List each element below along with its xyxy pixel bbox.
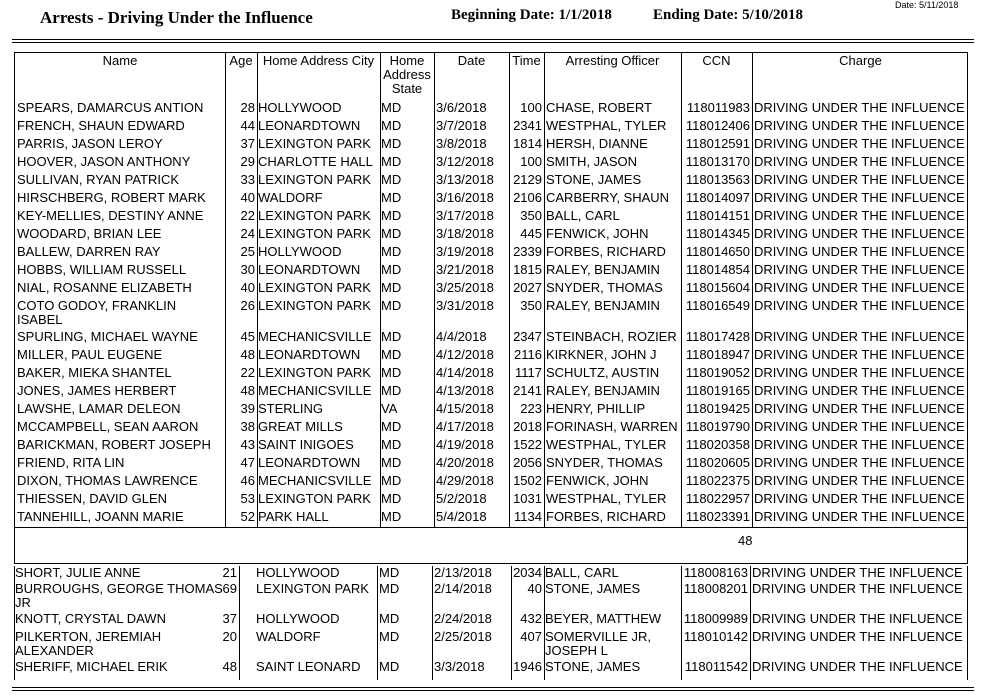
- cell-ccn: 118013170: [685, 154, 750, 169]
- cell-age: 48: [240, 347, 255, 362]
- cell-charge: DRIVING UNDER THE INFLUENCE: [754, 473, 965, 488]
- cell-state: MD: [381, 491, 402, 506]
- header-officer: Arresting Officer: [565, 53, 660, 68]
- cell-officer: SOMERVILLE JR, JOSEPH L: [545, 629, 651, 658]
- cell-state: MD: [381, 262, 402, 277]
- cell-name: BURROUGHS, GEORGE THOMAS JR: [15, 581, 223, 610]
- cell-state: MD: [381, 437, 402, 452]
- cell-state: MD: [381, 298, 402, 313]
- cell-state: MD: [381, 190, 402, 205]
- cell-age: 29: [240, 154, 255, 169]
- cell-name: SPURLING, MICHAEL WAYNE: [17, 329, 198, 344]
- cell-charge: DRIVING UNDER THE INFLUENCE: [754, 347, 965, 362]
- cell-charge: DRIVING UNDER THE INFLUENCE: [754, 491, 965, 506]
- cell-date: 5/2/2018: [436, 491, 487, 506]
- cell-charge: DRIVING UNDER THE INFLUENCE: [754, 154, 965, 169]
- cell-charge: DRIVING UNDER THE INFLUENCE: [754, 262, 965, 277]
- cell-state: MD: [381, 509, 402, 524]
- cell-charge: DRIVING UNDER THE INFLUENCE: [754, 329, 965, 344]
- cell-time: 1031: [513, 491, 542, 506]
- cell-time: 223: [520, 401, 542, 416]
- cell-ccn: 118018947: [685, 347, 750, 362]
- cell-time: 2347: [513, 329, 542, 344]
- cell-city: MECHANICSVILLE: [258, 473, 372, 488]
- cell-charge: DRIVING UNDER THE INFLUENCE: [754, 118, 965, 133]
- cell-officer: BALL, CARL: [545, 565, 619, 580]
- cell-date: 4/13/2018: [436, 383, 494, 398]
- cell-ccn: 118022375: [685, 473, 750, 488]
- cell-name: SHORT, JULIE ANNE: [15, 565, 141, 580]
- cell-state: MD: [381, 383, 402, 398]
- cell-time: 1134: [514, 509, 542, 524]
- cell-age: 48: [240, 383, 255, 398]
- cell-state: MD: [381, 329, 402, 344]
- cell-state: MD: [381, 419, 402, 434]
- cell-officer: STEINBACH, ROZIER: [546, 329, 677, 344]
- cell-state: MD: [379, 611, 400, 626]
- cell-time: 1502: [513, 473, 542, 488]
- cell-time: 1946: [513, 659, 542, 674]
- cell-ccn: 118009989: [683, 611, 748, 626]
- cell-city: SAINT INIGOES: [258, 437, 354, 452]
- cell-charge: DRIVING UNDER THE INFLUENCE: [754, 100, 965, 115]
- cell-ccn: 118014650: [685, 244, 750, 259]
- cell-officer: SNYDER, THOMAS: [546, 455, 663, 470]
- cell-name: BAKER, MIEKA SHANTEL: [17, 365, 172, 380]
- cell-city: CHARLOTTE HALL: [258, 154, 373, 169]
- cell-officer: FORBES, RICHARD: [546, 244, 666, 259]
- cell-date: 4/19/2018: [436, 437, 494, 452]
- cell-ccn: 118014151: [685, 208, 750, 223]
- cell-city: PARK HALL: [258, 509, 329, 524]
- cell-name: SULLIVAN, RYAN PATRICK: [17, 172, 180, 187]
- cell-age: 25: [240, 244, 255, 259]
- cell-time: 350: [520, 208, 542, 223]
- cell-ccn: 118019052: [685, 365, 750, 380]
- cell-state: MD: [381, 208, 402, 223]
- cell-age: 37: [222, 611, 237, 626]
- cell-ccn: 118022957: [685, 491, 750, 506]
- cell-charge: DRIVING UNDER THE INFLUENCE: [754, 298, 965, 313]
- cell-age: 24: [240, 226, 255, 241]
- cell-ccn: 118011542: [684, 659, 748, 674]
- cell-charge: DRIVING UNDER THE INFLUENCE: [754, 437, 965, 452]
- cell-time: 2056: [513, 455, 542, 470]
- cell-officer: BALL, CARL: [546, 208, 620, 223]
- cell-date: 3/7/2018: [436, 118, 487, 133]
- cell-charge: DRIVING UNDER THE INFLUENCE: [754, 401, 965, 416]
- cell-officer: RALEY, BENJAMIN: [546, 383, 660, 398]
- cell-time: 1522: [513, 437, 542, 452]
- cell-age: 40: [240, 280, 255, 295]
- cell-city: GREAT MILLS: [258, 419, 343, 434]
- cell-age: 38: [240, 419, 255, 434]
- cell-state: MD: [381, 280, 402, 295]
- cell-time: 407: [520, 629, 542, 644]
- cell-date: 4/20/2018: [436, 455, 494, 470]
- cell-date: 2/14/2018: [434, 581, 492, 596]
- cell-officer: WESTPHAL, TYLER: [546, 437, 667, 452]
- cell-officer: WESTPHAL, TYLER: [546, 118, 667, 133]
- cell-ccn: 118010142: [683, 629, 748, 644]
- cell-ccn: 118008163: [683, 565, 748, 580]
- cell-date: 3/8/2018: [436, 136, 487, 151]
- cell-name: MCCAMPBELL, SEAN AARON: [17, 419, 199, 434]
- cell-city: LEONARDTOWN: [258, 347, 361, 362]
- cell-name: NIAL, ROSANNE ELIZABETH: [17, 280, 192, 295]
- footer-rule-top: [12, 687, 974, 688]
- cell-name: DIXON, THOMAS LAWRENCE: [17, 473, 198, 488]
- cell-state: MD: [379, 659, 400, 674]
- cell-time: 1814: [513, 136, 542, 151]
- cell-charge: DRIVING UNDER THE INFLUENCE: [752, 629, 963, 644]
- cell-time: 2141: [513, 383, 542, 398]
- cell-date: 3/21/2018: [436, 262, 494, 277]
- cell-charge: DRIVING UNDER THE INFLUENCE: [754, 244, 965, 259]
- cell-name: COTO GODOY, FRANKLIN ISABEL: [17, 298, 177, 327]
- cell-state: MD: [381, 347, 402, 362]
- cell-name: BALLEW, DARREN RAY: [17, 244, 161, 259]
- cell-name: SPEARS, DAMARCUS ANTION: [17, 100, 204, 115]
- cell-city: HOLLYWOOD: [256, 611, 340, 626]
- cell-name: TANNEHILL, JOANN MARIE: [17, 509, 184, 524]
- header-city: Home Address City: [262, 53, 375, 68]
- cell-charge: DRIVING UNDER THE INFLUENCE: [754, 509, 965, 524]
- cell-time: 2341: [513, 118, 542, 133]
- header-age: Age: [229, 53, 253, 68]
- cell-charge: DRIVING UNDER THE INFLUENCE: [752, 611, 963, 626]
- cell-state: MD: [381, 365, 402, 380]
- cell-age: 20: [222, 629, 237, 644]
- cell-age: 30: [240, 262, 255, 277]
- total-count-box: [14, 527, 968, 564]
- cell-name: KEY-MELLIES, DESTINY ANNE: [17, 208, 204, 223]
- cell-state: VA: [381, 401, 398, 416]
- cell-state: MD: [379, 565, 400, 580]
- print-date: Date: 5/11/2018: [895, 0, 959, 10]
- cell-city: LEXINGTON PARK: [258, 226, 371, 241]
- cell-date: 4/4/2018: [436, 329, 487, 344]
- column-divider: [544, 53, 545, 527]
- beginning-date: Beginning Date: 1/1/2018: [451, 7, 612, 23]
- column-divider: [377, 566, 378, 680]
- column-divider: [432, 566, 433, 680]
- cell-date: 3/17/2018: [436, 208, 494, 223]
- cell-name: HOBBS, WILLIAM RUSSELL: [17, 262, 187, 277]
- cell-time: 1815: [513, 262, 542, 277]
- cell-officer: STONE, JAMES: [545, 581, 641, 596]
- cell-state: MD: [381, 455, 402, 470]
- cell-age: 33: [240, 172, 255, 187]
- cell-state: MD: [381, 118, 402, 133]
- cell-time: 350: [520, 298, 542, 313]
- cell-time: 2018: [513, 419, 542, 434]
- cell-name: KNOTT, CRYSTAL DAWN: [15, 611, 166, 626]
- cell-charge: DRIVING UNDER THE INFLUENCE: [754, 136, 965, 151]
- cell-officer: FENWICK, JOHN: [546, 226, 649, 241]
- cell-age: 39: [240, 401, 255, 416]
- cell-state: MD: [381, 136, 402, 151]
- cell-date: 4/12/2018: [436, 347, 494, 362]
- cell-date: 2/13/2018: [434, 565, 492, 580]
- cell-officer: HENRY, PHILLIP: [546, 401, 646, 416]
- cell-city: MECHANICSVILLE: [258, 383, 372, 398]
- cell-ccn: 118015604: [685, 280, 750, 295]
- cell-city: LEXINGTON PARK: [258, 491, 371, 506]
- cell-name: JONES, JAMES HERBERT: [17, 383, 177, 398]
- cell-time: 2027: [513, 280, 542, 295]
- cell-city: STERLING: [258, 401, 324, 416]
- cell-ccn: 118012406: [685, 118, 750, 133]
- cell-date: 3/6/2018: [436, 100, 487, 115]
- cell-name: FRENCH, SHAUN EDWARD: [17, 118, 185, 133]
- cell-officer: STONE, JAMES: [546, 172, 642, 187]
- cell-ccn: 118011983: [686, 100, 750, 115]
- cell-charge: DRIVING UNDER THE INFLUENCE: [752, 581, 963, 596]
- cell-charge: DRIVING UNDER THE INFLUENCE: [752, 659, 963, 674]
- cell-state: MD: [381, 100, 402, 115]
- cell-charge: DRIVING UNDER THE INFLUENCE: [754, 280, 965, 295]
- cell-name: HIRSCHBERG, ROBERT MARK: [17, 190, 206, 205]
- cell-officer: SMITH, JASON: [546, 154, 638, 169]
- cell-officer: KIRKNER, JOHN J: [546, 347, 657, 362]
- cell-time: 2339: [513, 244, 542, 259]
- header-state: Home Address State: [383, 53, 431, 96]
- cell-ccn: 118019790: [685, 419, 750, 434]
- cell-time: 2106: [513, 190, 542, 205]
- cell-officer: BEYER, MATTHEW: [545, 611, 662, 626]
- cell-ccn: 118019165: [685, 383, 750, 398]
- cell-city: LEONARDTOWN: [258, 262, 361, 277]
- cell-officer: HERSH, DIANNE: [546, 136, 648, 151]
- cell-city: LEXINGTON PARK: [258, 136, 371, 151]
- cell-officer: CHASE, ROBERT: [546, 100, 652, 115]
- cell-state: MD: [379, 581, 400, 596]
- cell-charge: DRIVING UNDER THE INFLUENCE: [754, 365, 965, 380]
- cell-officer: FORINASH, WARREN: [546, 419, 678, 434]
- cell-charge: DRIVING UNDER THE INFLUENCE: [754, 419, 965, 434]
- cell-city: HOLLYWOOD: [258, 100, 342, 115]
- cell-ccn: 118020358: [685, 437, 750, 452]
- cell-name: LAWSHE, LAMAR DELEON: [17, 401, 181, 416]
- cell-state: MD: [379, 629, 400, 644]
- arrests-table-continued: [14, 566, 968, 680]
- cell-state: MD: [381, 154, 402, 169]
- cell-city: LEXINGTON PARK: [258, 280, 371, 295]
- cell-state: MD: [381, 244, 402, 259]
- cell-date: 2/24/2018: [434, 611, 492, 626]
- header-ccn: CCN: [702, 53, 731, 68]
- cell-age: 22: [240, 208, 255, 223]
- cell-age: 22: [240, 365, 255, 380]
- cell-officer: SCHULTZ, AUSTIN: [546, 365, 660, 380]
- cell-ccn: 118017428: [685, 329, 750, 344]
- header-time: Time: [512, 53, 541, 68]
- cell-age: 28: [240, 100, 255, 115]
- cell-name: WOODARD, BRIAN LEE: [17, 226, 162, 241]
- cell-age: 46: [240, 473, 255, 488]
- cell-name: THIESSEN, DAVID GLEN: [17, 491, 168, 506]
- cell-date: 3/3/2018: [434, 659, 485, 674]
- cell-ccn: 118014345: [685, 226, 750, 241]
- cell-age: 44: [240, 118, 255, 133]
- cell-name: BARICKMAN, ROBERT JOSEPH: [17, 437, 211, 452]
- arrests-table: [14, 52, 968, 527]
- cell-city: SAINT LEONARD: [256, 659, 361, 674]
- column-divider: [752, 53, 753, 527]
- cell-date: 3/25/2018: [436, 280, 494, 295]
- cell-officer: RALEY, BENJAMIN: [546, 262, 660, 277]
- footer-rule-bottom: [12, 690, 974, 691]
- cell-date: 3/12/2018: [436, 154, 494, 169]
- cell-officer: FENWICK, JOHN: [546, 473, 649, 488]
- cell-age: 69: [222, 581, 237, 596]
- cell-time: 2129: [513, 172, 542, 187]
- cell-age: 53: [240, 491, 255, 506]
- cell-age: 47: [240, 455, 255, 470]
- cell-city: LEXINGTON PARK: [256, 581, 369, 596]
- cell-officer: SNYDER, THOMAS: [546, 280, 663, 295]
- cell-ccn: 118019425: [685, 401, 750, 416]
- cell-name: PILKERTON, JEREMIAH ALEXANDER: [15, 629, 162, 658]
- column-divider: [434, 53, 435, 527]
- header-name: Name: [102, 53, 138, 68]
- header-date: Date: [457, 53, 486, 68]
- cell-ccn: 118013563: [685, 172, 750, 187]
- cell-city: LEONARDTOWN: [258, 118, 361, 133]
- cell-charge: DRIVING UNDER THE INFLUENCE: [754, 172, 965, 187]
- cell-time: 40: [527, 581, 542, 596]
- cell-state: MD: [381, 172, 402, 187]
- cell-age: 26: [240, 298, 255, 313]
- cell-name: HOOVER, JASON ANTHONY: [17, 154, 191, 169]
- cell-ccn: 118020605: [685, 455, 750, 470]
- cell-officer: STONE, JAMES: [545, 659, 641, 674]
- cell-time: 100: [520, 100, 542, 115]
- cell-date: 4/14/2018: [436, 365, 494, 380]
- cell-city: WALDORF: [256, 629, 321, 644]
- column-divider: [239, 566, 240, 680]
- ending-date: Ending Date: 5/10/2018: [653, 7, 804, 23]
- cell-age: 52: [240, 509, 255, 524]
- cell-charge: DRIVING UNDER THE INFLUENCE: [754, 455, 965, 470]
- cell-name: SHERIFF, MICHAEL ERIK: [15, 659, 168, 674]
- cell-age: 21: [222, 565, 237, 580]
- total-count: 48: [738, 533, 753, 548]
- header-rule-bottom: [12, 42, 974, 43]
- cell-time: 100: [520, 154, 542, 169]
- cell-date: 5/4/2018: [436, 509, 487, 524]
- cell-city: LEXINGTON PARK: [258, 365, 371, 380]
- cell-city: LEXINGTON PARK: [258, 208, 371, 223]
- cell-charge: DRIVING UNDER THE INFLUENCE: [754, 190, 965, 205]
- cell-city: LEXINGTON PARK: [258, 298, 371, 313]
- cell-city: LEXINGTON PARK: [258, 172, 371, 187]
- column-divider: [750, 566, 751, 680]
- cell-age: 40: [240, 190, 255, 205]
- cell-date: 3/31/2018: [436, 298, 494, 313]
- cell-ccn: 118023391: [685, 509, 750, 524]
- cell-date: 3/19/2018: [436, 244, 494, 259]
- cell-ccn: 118016549: [685, 298, 750, 313]
- cell-ccn: 118008201: [683, 581, 748, 596]
- cell-state: MD: [381, 226, 402, 241]
- cell-age: 37: [240, 136, 255, 151]
- cell-date: 4/29/2018: [436, 473, 494, 488]
- cell-city: HOLLYWOOD: [258, 244, 342, 259]
- cell-charge: DRIVING UNDER THE INFLUENCE: [754, 383, 965, 398]
- cell-date: 3/13/2018: [436, 172, 494, 187]
- cell-city: MECHANICSVILLE: [258, 329, 372, 344]
- cell-charge: DRIVING UNDER THE INFLUENCE: [754, 226, 965, 241]
- cell-time: 2034: [513, 565, 542, 580]
- report-title: Arrests - Driving Under the Influence: [40, 8, 313, 27]
- cell-ccn: 118014097: [685, 190, 750, 205]
- cell-age: 43: [240, 437, 255, 452]
- cell-date: 2/25/2018: [434, 629, 492, 644]
- cell-date: 4/15/2018: [436, 401, 494, 416]
- cell-age: 48: [222, 659, 237, 674]
- cell-ccn: 118012591: [685, 136, 750, 151]
- header-charge: Charge: [839, 53, 882, 68]
- cell-city: HOLLYWOOD: [256, 565, 340, 580]
- cell-charge: DRIVING UNDER THE INFLUENCE: [754, 208, 965, 223]
- cell-time: 2116: [514, 347, 542, 362]
- cell-charge: DRIVING UNDER THE INFLUENCE: [752, 565, 963, 580]
- cell-age: 45: [240, 329, 255, 344]
- cell-city: WALDORF: [258, 190, 323, 205]
- cell-name: MILLER, PAUL EUGENE: [17, 347, 163, 362]
- cell-state: MD: [381, 473, 402, 488]
- header-rule-top: [12, 39, 974, 40]
- cell-officer: FORBES, RICHARD: [546, 509, 666, 524]
- cell-officer: CARBERRY, SHAUN: [546, 190, 670, 205]
- cell-time: 432: [520, 611, 542, 626]
- cell-name: PARRIS, JASON LEROY: [17, 136, 163, 151]
- cell-ccn: 118014854: [685, 262, 750, 277]
- cell-name: FRIEND, RITA LIN: [17, 455, 125, 470]
- cell-officer: WESTPHAL, TYLER: [546, 491, 667, 506]
- cell-time: 1117: [515, 365, 542, 380]
- cell-date: 3/18/2018: [436, 226, 494, 241]
- cell-time: 445: [520, 226, 542, 241]
- cell-date: 4/17/2018: [436, 419, 494, 434]
- cell-city: LEONARDTOWN: [258, 455, 361, 470]
- cell-date: 3/16/2018: [436, 190, 494, 205]
- cell-officer: RALEY, BENJAMIN: [546, 298, 660, 313]
